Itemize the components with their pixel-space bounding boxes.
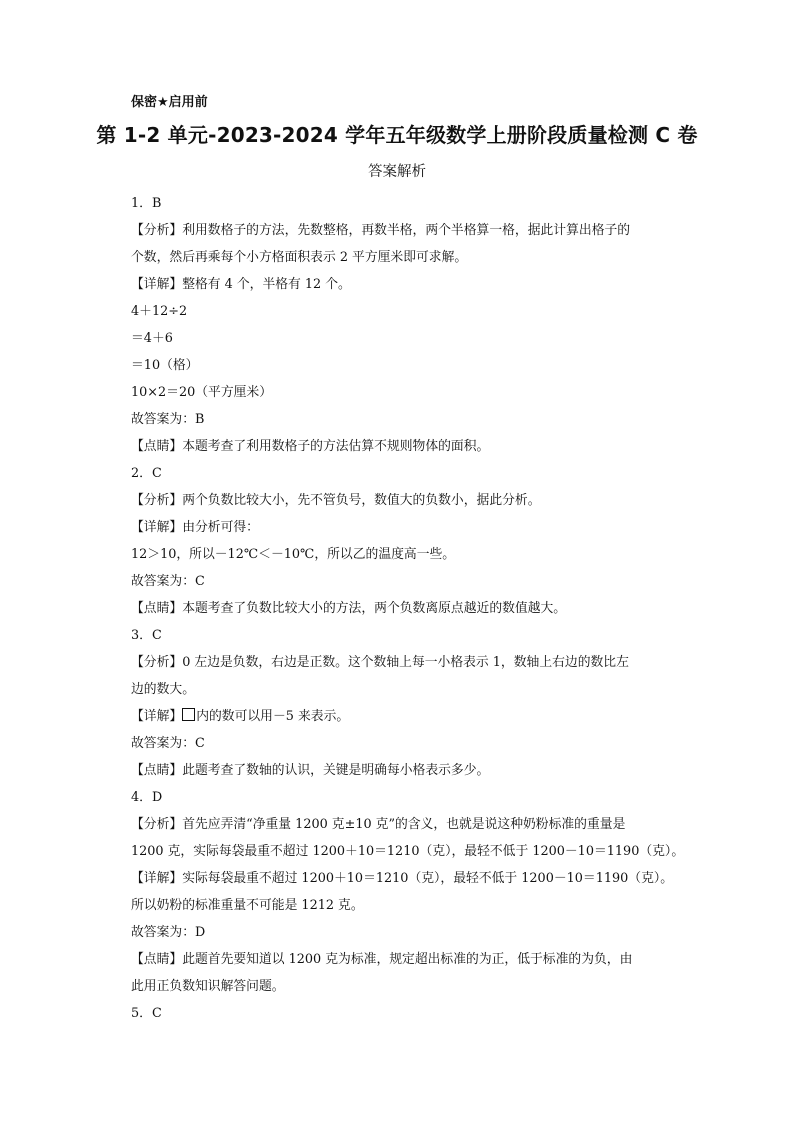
answer-1-step-4: 10×2＝20（平方厘米）: [131, 385, 273, 400]
answer-4-comment-line-2: 此用正负数知识解答问题。: [131, 979, 285, 994]
answer-4-detail-line-1: 【详解】实际每袋最重不超过 1200＋10＝1210（克），最轻不低于 1200－10＝1190（克）。: [131, 871, 674, 886]
answer-3-detail-text: 内的数可以用－5 来表示。: [196, 709, 350, 724]
answer-3-result: 故答案为：C: [131, 736, 205, 751]
answer-body: [131, 190, 691, 1027]
answer-4-detail-line-2: 所以奶粉的标准重量不可能是 1212 克。: [131, 898, 364, 913]
answer-1-comment: 【点睛】本题考查了利用数格子的方法估算不规则物体的面积。: [131, 439, 490, 454]
answer-1-step-2: ＝4＋6: [131, 331, 173, 346]
answer-1-result: 故答案为：B: [131, 412, 205, 427]
answer-2-head: 2．C: [131, 466, 162, 481]
answer-1-analysis-line-2: 个数，然后再乘每个小方格面积表示 2 平方厘米即可求解。: [131, 250, 468, 265]
answer-4-head: 4．D: [131, 790, 163, 805]
answer-3-analysis-line-1: 【分析】0 左边是负数，右边是正数。这个数轴上每一小格表示 1，数轴上右边的数比左: [131, 655, 629, 670]
page-title: 第 1-2 单元-2023-2024 学年五年级数学上册阶段质量检测 C 卷: [96, 123, 698, 147]
blank-box-icon: [182, 708, 195, 721]
answer-1-analysis-line-1: 【分析】利用数格子的方法，先数整格，再数半格，两个半格算一格，据此计算出格子的: [131, 223, 631, 238]
answer-1-step-3: ＝10（格）: [131, 358, 199, 373]
confidential-label: 保密★启用前: [131, 95, 208, 110]
answer-2-comment: 【点睛】本题考查了负数比较大小的方法，两个负数离原点越近的数值越大。: [131, 601, 567, 616]
answer-4-comment-line-1: 【点睛】此题首先要知道以 1200 克为标准，规定超出标准的为正，低于标准的为负，由: [131, 952, 633, 967]
answer-2-detail: 【详解】由分析可得：: [131, 520, 259, 535]
answer-5-head: 5．C: [131, 1006, 162, 1021]
answer-4-analysis-line-1: 【分析】首先应弄清“净重量 1200 克±10 克”的含义，也就是说这种奶粉标准的重量是: [131, 817, 626, 832]
page-subtitle: 答案解析: [368, 164, 426, 180]
answer-2-step: 12＞10，所以－12℃＜－10℃，所以乙的温度高一些。: [131, 547, 456, 562]
answer-2-analysis: 【分析】两个负数比较大小，先不管负号，数值大的负数小，据此分析。: [131, 493, 541, 508]
answer-4-analysis-line-2: 1200 克，实际每袋最重不超过 1200＋10＝1210（克），最轻不低于 1200－10＝1190（克）。: [131, 844, 685, 859]
answer-4-result: 故答案为：D: [131, 925, 206, 940]
answer-3-head: 3．C: [131, 628, 162, 643]
answer-1-detail: 【详解】整格有 4 个，半格有 12 个。: [131, 277, 351, 292]
answer-1-step-1: 4＋12÷2: [131, 304, 188, 319]
answer-3-detail: [131, 703, 691, 730]
answer-3-analysis-line-2: 边的数大。: [131, 682, 195, 697]
answer-2-result: 故答案为：C: [131, 574, 205, 589]
answer-3-comment: 【点睛】此题考查了数轴的认识，关键是明确每小格表示多少。: [131, 763, 490, 778]
answer-3-detail-prefix: 【详解】: [131, 709, 183, 724]
answer-1-head: 1．B: [131, 196, 162, 211]
